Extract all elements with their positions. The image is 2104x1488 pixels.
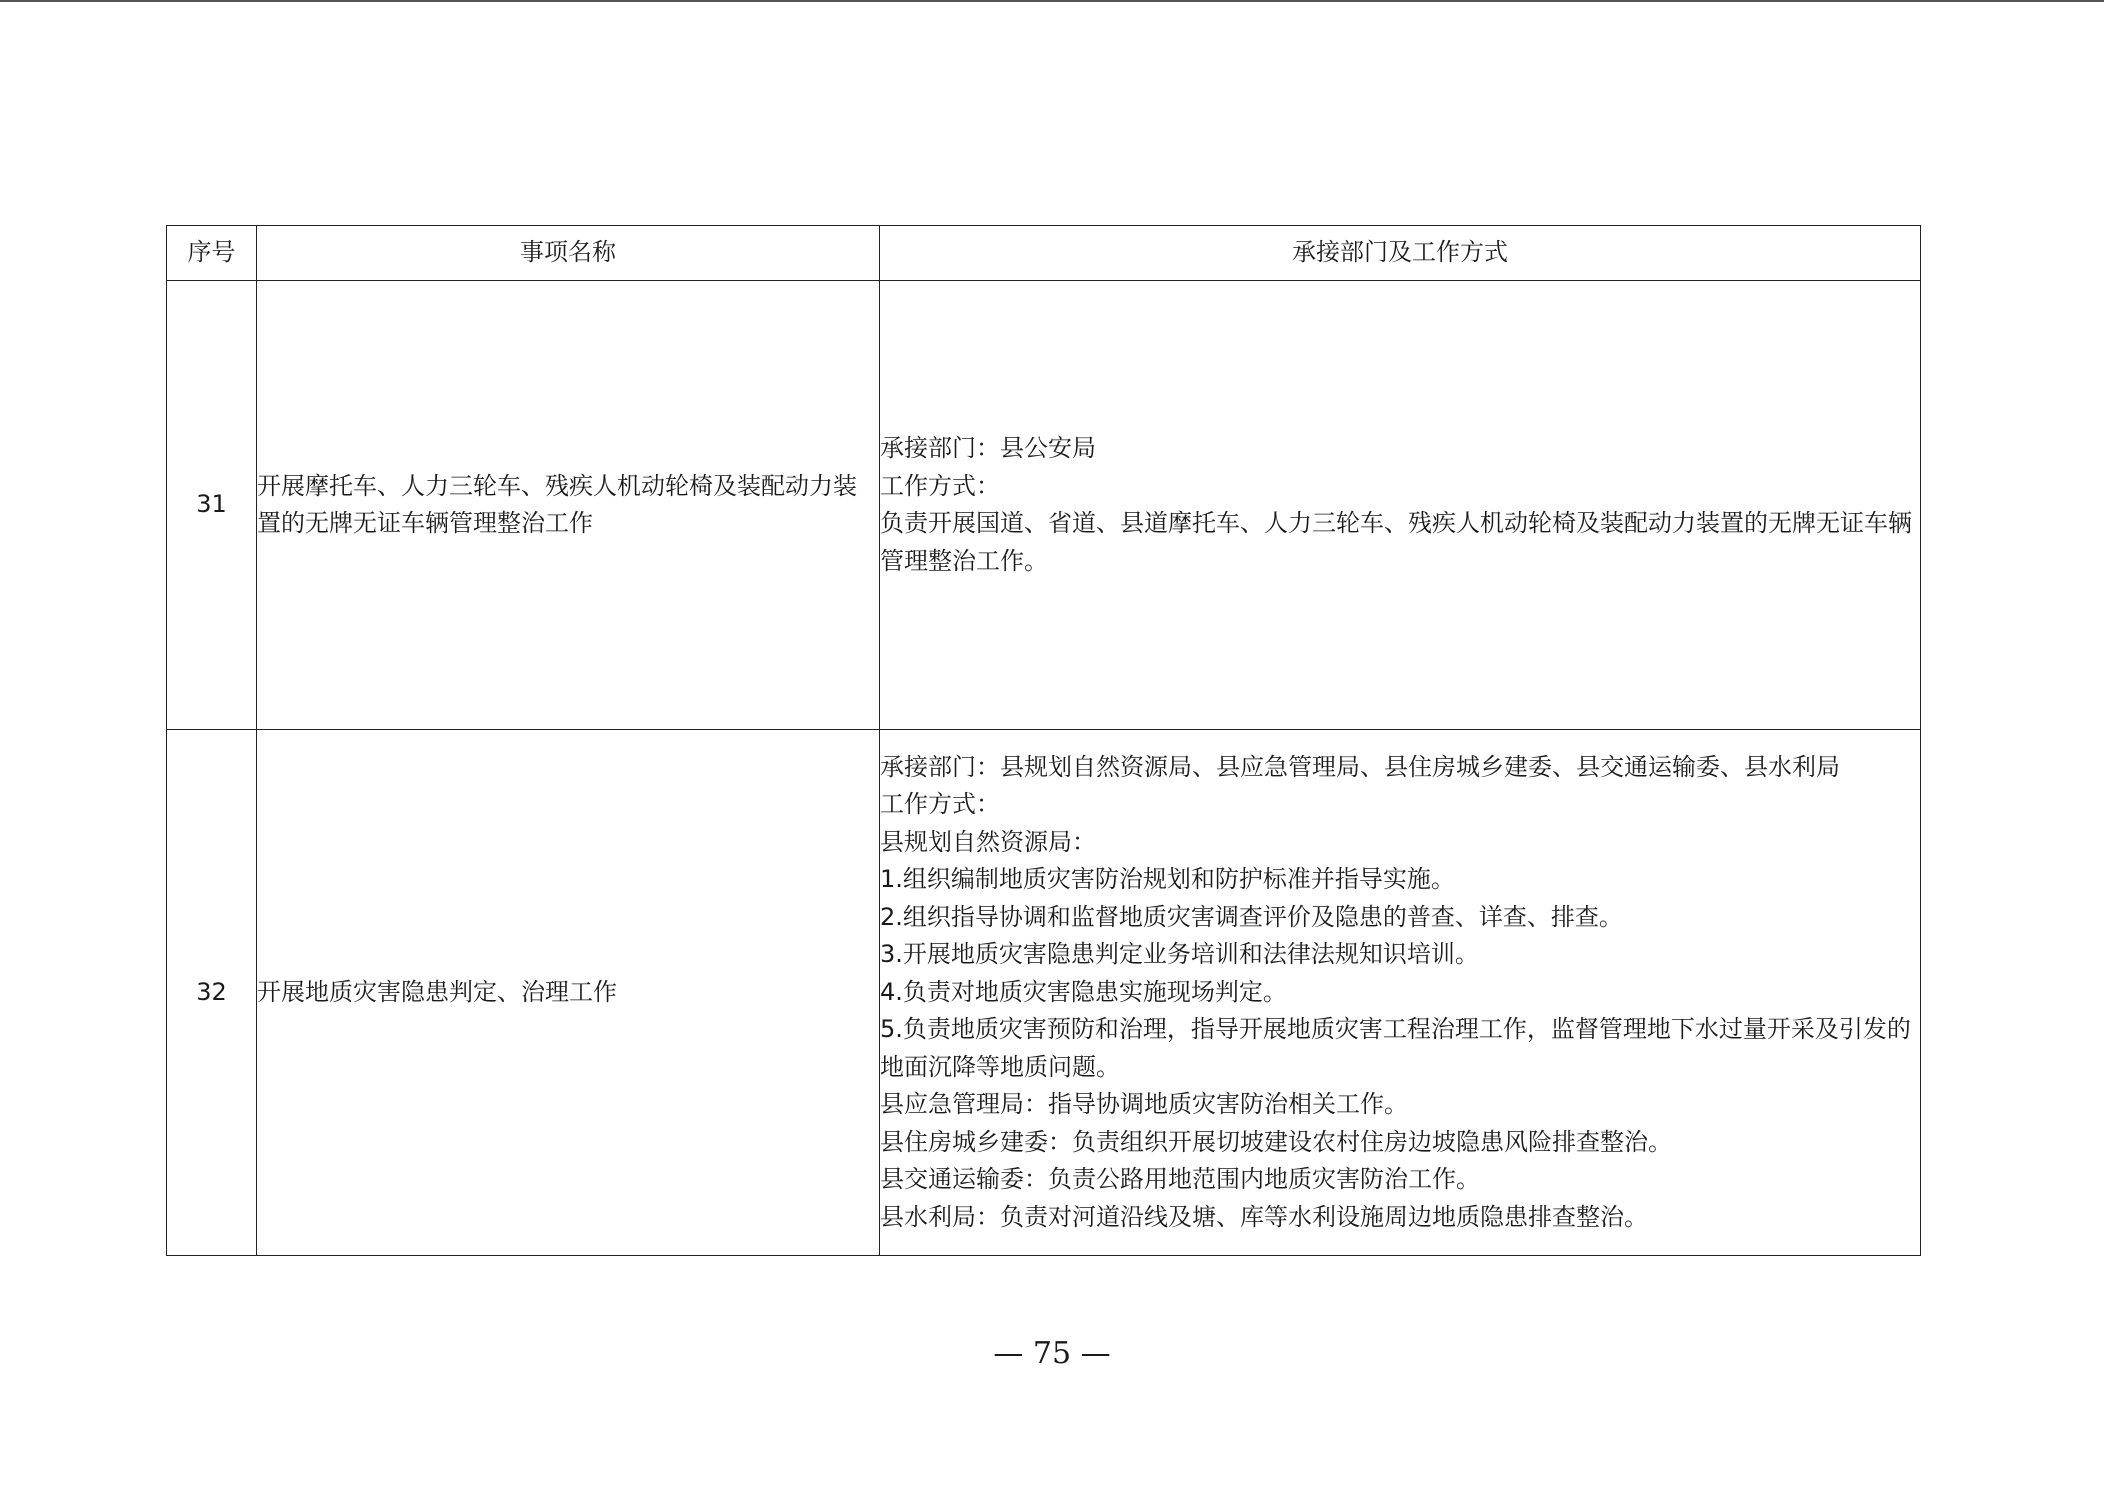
detail-line: 县交通运输委：负责公路用地范围内地质灾害防治工作。 xyxy=(880,1165,1480,1194)
detail-line: 工作方式： xyxy=(880,790,1000,819)
detail-line: 负责开展国道、省道、县道摩托车、人力三轮车、残疾人机动轮椅及装配动力装置的无牌无证车辆管理整治工作。 xyxy=(880,509,1912,575)
detail-line: 1.组织编制地质灾害防治规划和防护标准并指导实施。 xyxy=(880,865,1455,894)
page-number: — 75 — xyxy=(993,1336,1111,1371)
row-department-details xyxy=(880,281,1921,730)
page-top-border xyxy=(0,0,2104,2)
detail-line: 承接部门：县公安局 xyxy=(880,434,1096,462)
row-matter-name: 开展地质灾害隐患判定、治理工作 xyxy=(257,730,880,1256)
row-matter-name: 开展摩托车、人力三轮车、残疾人机动轮椅及装配动力装置的无牌无证车辆管理整治工作 xyxy=(257,281,880,730)
detail-line: 县规划自然资源局： xyxy=(880,827,1096,856)
detail-line: 承接部门：县规划自然资源局、县应急管理局、县住房城乡建委、县交通运输委、县水利局 xyxy=(880,752,1840,781)
table-row xyxy=(167,730,1921,1256)
detail-line: 县水利局：负责对河道沿线及塘、库等水利设施周边地质隐患排查整治。 xyxy=(880,1202,1648,1231)
header-serial-number: 序号 xyxy=(167,226,257,281)
detail-line: 县住房城乡建委：负责组织开展切坡建设农村住房边坡隐患风险排查整治。 xyxy=(880,1127,1672,1156)
header-matter-name: 事项名称 xyxy=(257,226,880,281)
row-serial-number: 31 xyxy=(167,281,257,730)
row-serial-number: 32 xyxy=(167,730,257,1256)
matters-table xyxy=(166,225,1921,1256)
detail-line: 工作方式： xyxy=(880,471,1000,500)
detail-line: 2.组织指导协调和监督地质灾害调查评价及隐患的普查、详查、排查。 xyxy=(880,902,1623,931)
row-department-details xyxy=(880,730,1921,1256)
detail-line: 5.负责地质灾害预防和治理，指导开展地质灾害工程治理工作，监督管理地下水过量开采及引发的地面沉降等地质问题。 xyxy=(880,1015,1911,1081)
table-header-row xyxy=(167,226,1921,281)
detail-line: 4.负责对地质灾害隐患实施现场判定。 xyxy=(880,977,1287,1006)
detail-line: 3.开展地质灾害隐患判定业务培训和法律法规知识培训。 xyxy=(880,940,1479,969)
header-department-and-method: 承接部门及工作方式 xyxy=(880,226,1921,281)
detail-line: 县应急管理局：指导协调地质灾害防治相关工作。 xyxy=(880,1090,1408,1119)
table-row xyxy=(167,281,1921,730)
